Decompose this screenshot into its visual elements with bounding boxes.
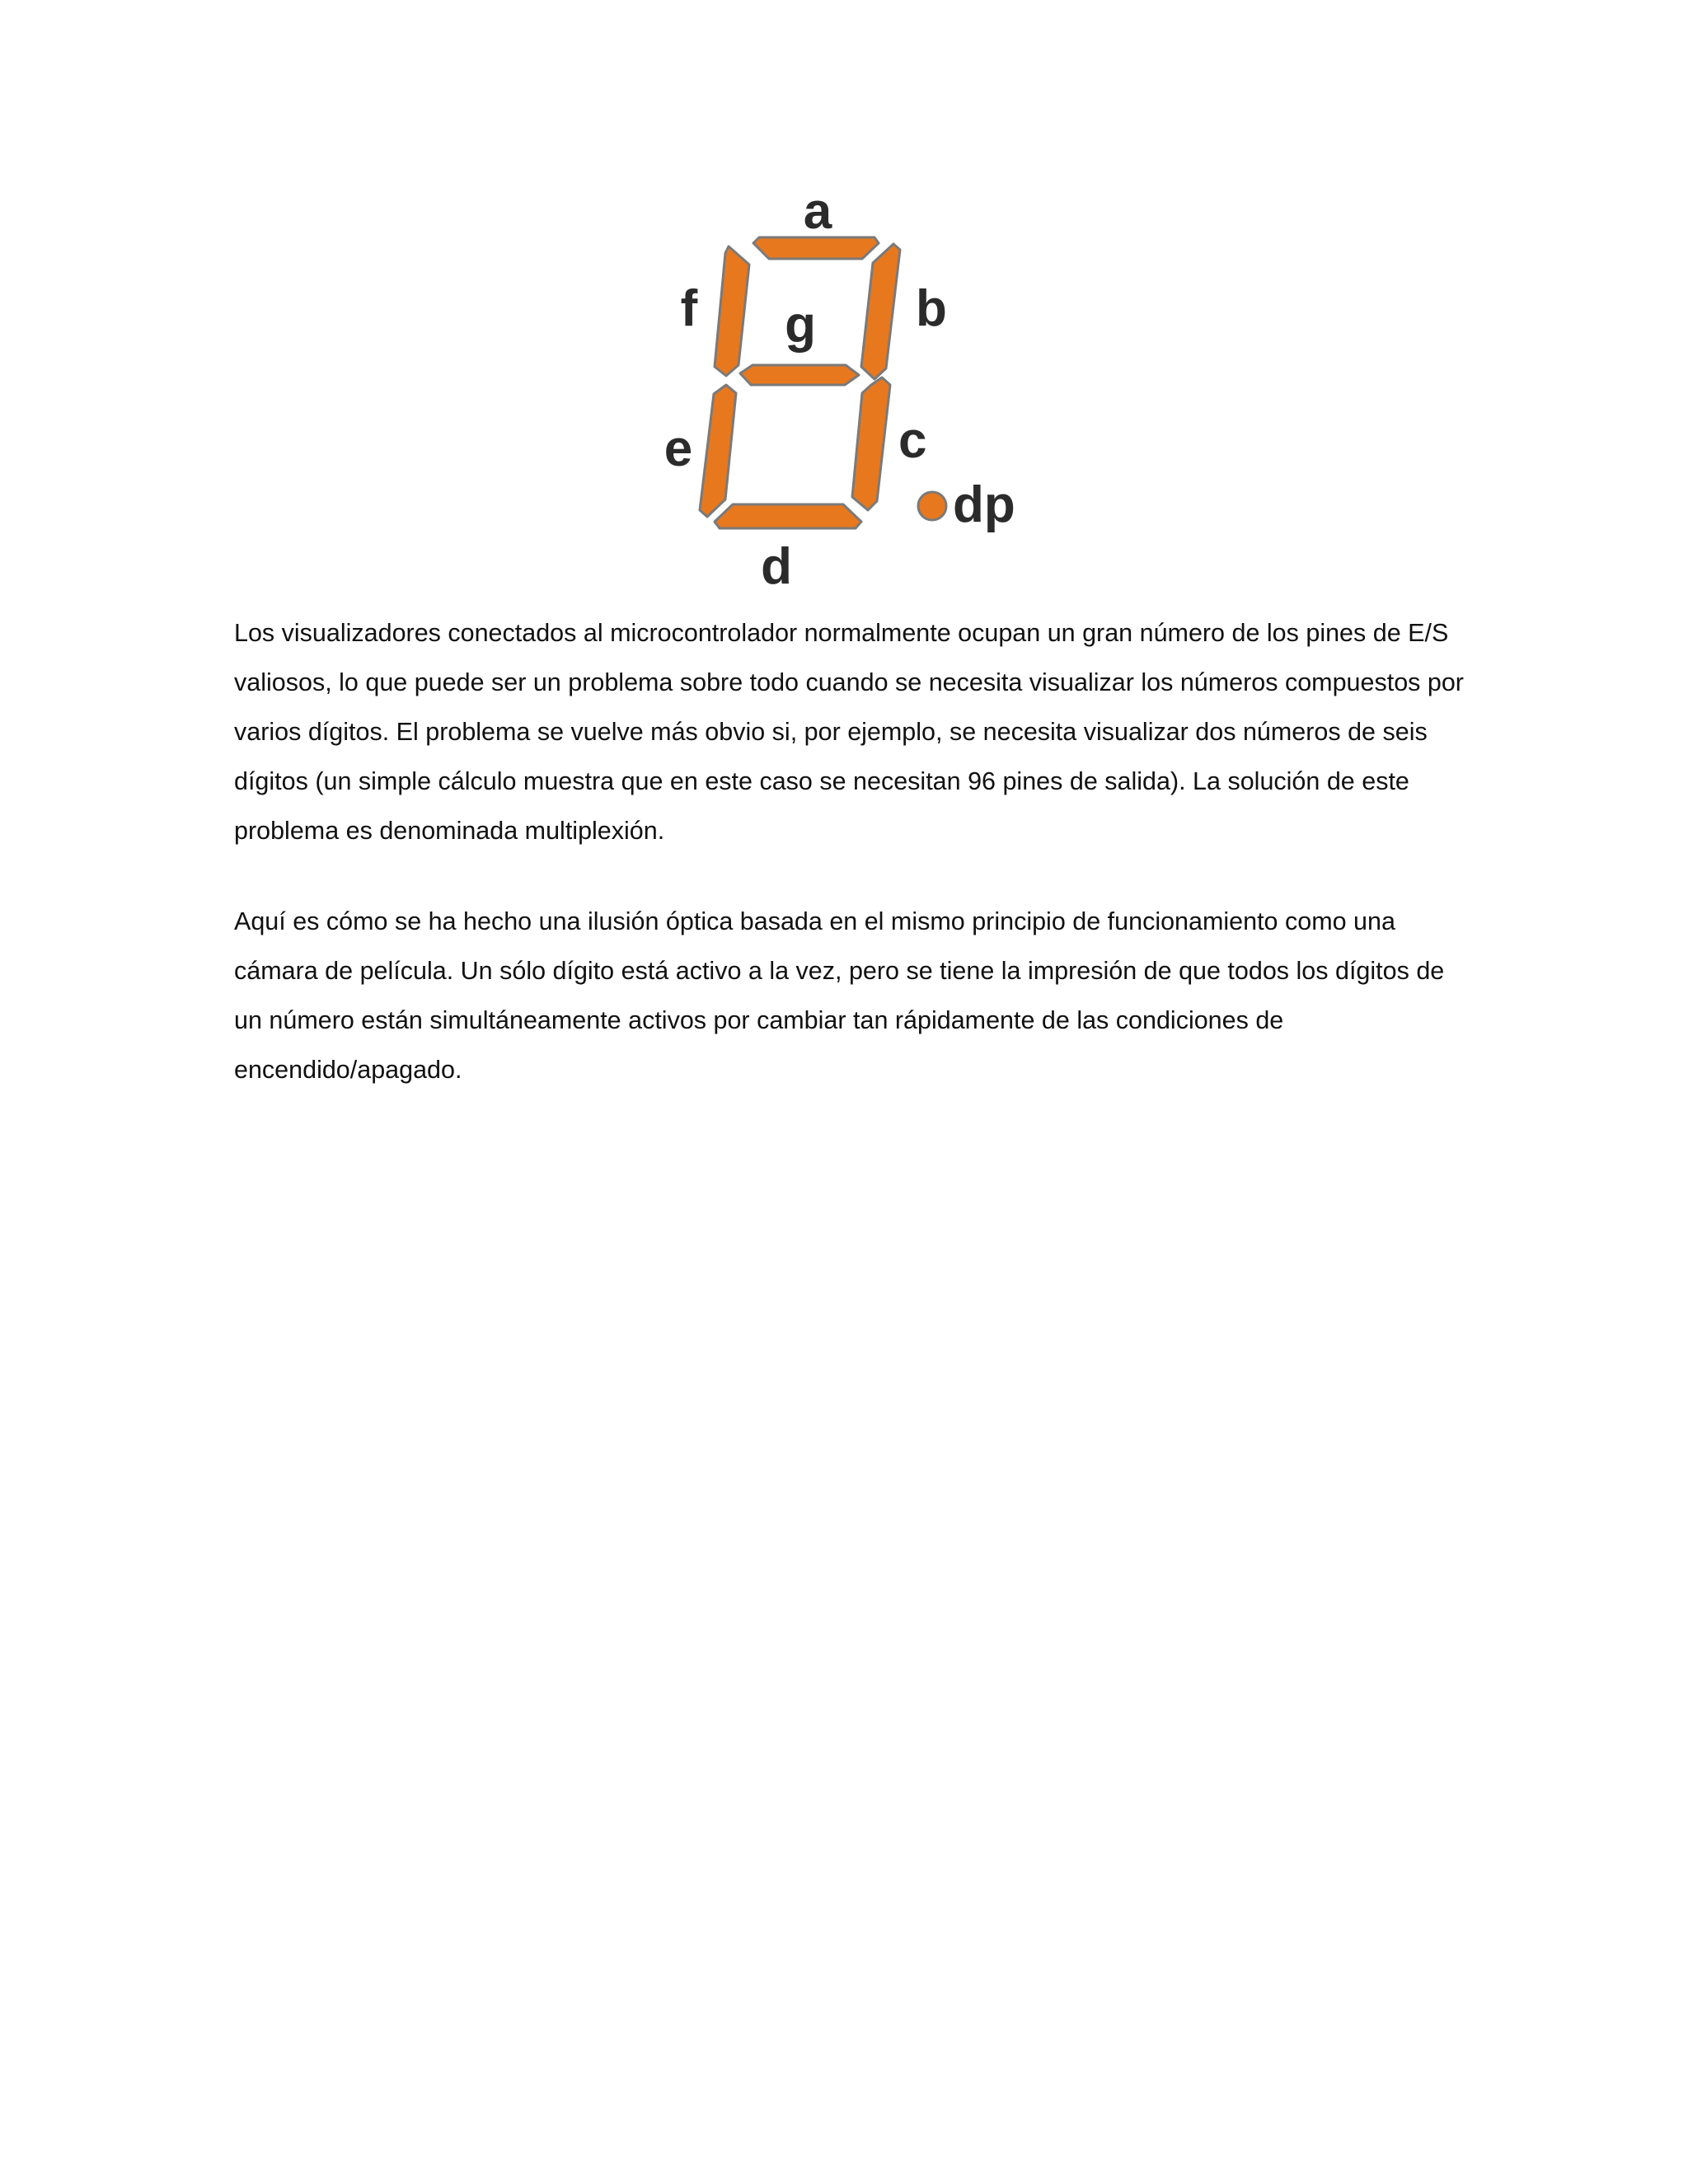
segment-c <box>852 377 890 510</box>
label-g: g <box>785 297 816 354</box>
label-a: a <box>803 183 832 240</box>
segment-b <box>861 244 900 379</box>
segment-a <box>753 237 879 259</box>
segment-e <box>700 385 736 517</box>
segment-d <box>715 504 861 528</box>
label-e: e <box>663 420 693 477</box>
seven-segment-figure <box>659 177 1071 589</box>
paragraph-line: varios dígitos. El problema se vuelve más obvio si, por ejemplo, se necesita visualizar dos números de seis <box>234 718 1428 746</box>
paragraph-line: cámara de película. Un sólo dígito está activo a la vez, pero se tiene la impresión de que todos los dígitos de <box>234 957 1445 985</box>
segment-dp <box>918 492 946 520</box>
segment-f <box>715 246 749 376</box>
paragraph-1 <box>234 608 1464 855</box>
paragraph-line: dígitos (un simple cálculo muestra que en este caso se necesitan 96 pines de salida). La solución de este <box>234 767 1409 795</box>
paragraph-2 <box>234 897 1454 1094</box>
seven-segment-diagram <box>659 177 1071 589</box>
label-f: f <box>680 280 698 337</box>
paragraph-2-text <box>234 897 1454 1094</box>
paragraph-line: Los visualizadores conectados al microcontrolador normalmente ocupan un gran número de los pines de E/S <box>234 619 1449 647</box>
label-c: c <box>898 412 927 469</box>
label-b: b <box>916 280 947 337</box>
label-dp: dp <box>953 476 1015 533</box>
paragraph-line: problema es denominada multiplexión. <box>234 817 665 845</box>
segment-g <box>740 365 859 385</box>
paragraph-line: un número están simultáneamente activos por cambiar tan rápidamente de las condiciones de <box>234 1006 1284 1034</box>
paragraph-line: encendido/apagado. <box>234 1056 462 1084</box>
paragraph-1-text <box>234 608 1464 855</box>
paragraph-line: Aquí es cómo se ha hecho una ilusión óptica basada en el mismo principio de funcionamiento como una <box>234 907 1395 935</box>
label-d: d <box>761 538 792 589</box>
paragraph-line: valiosos, lo que puede ser un problema sobre todo cuando se necesita visualizar los números compuestos por <box>234 668 1464 696</box>
